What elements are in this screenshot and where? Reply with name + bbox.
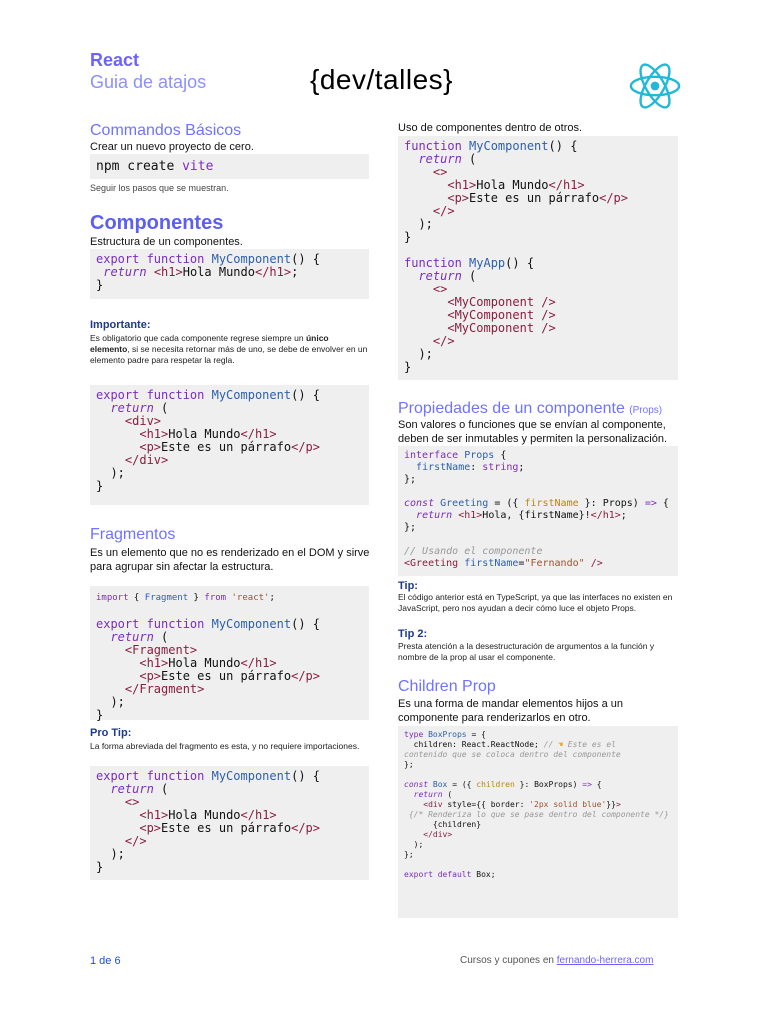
code-fragment: import { Fragment } from 'react'; export function MyComponent() { return ( <Fragment> <h1>Hola Mundo</h1> <p>Este es un párrafo</p> </Fragment> ); } (90, 586, 369, 720)
code-props: interface Props { firstName: string; }; const Greeting = ({ firstName }: Props) => { return <h1>Hola, {firstName}!</h1>; }; // Usando el componente <Greeting firstName="Fernando" /> (398, 446, 678, 576)
props-tag: (Props) (629, 405, 663, 416)
doc-subtitle: Guia de atajos (90, 72, 207, 92)
code-fragment-short: export function MyComponent() { return ( <> <h1>Hola Mundo</h1> <p>Este es un párrafo</p> </> ); } (90, 766, 369, 880)
tip2-text: Presta atención a la desestructuración de argumentos a la función y nombre de la prop al usar el componente. (398, 641, 655, 662)
code-component-basic: export function MyComponent() { return <h1>Hola Mundo</h1>; } (90, 249, 369, 299)
brand-logo: {dev/talles} (310, 64, 453, 95)
npm-code-block (90, 154, 369, 179)
page-number: 1 de 6 (90, 955, 121, 967)
website-link[interactable]: fernando-herrera.com (556, 955, 654, 966)
protip-text: La forma abreviada del fragmento es esta, y no requiere importaciones. (90, 741, 360, 751)
importante-label: Importante: (90, 319, 151, 331)
crear-text: Crear un nuevo proyecto de cero. (90, 141, 254, 153)
children-desc: Es una forma de mandar elementos hijos a un componente para renderizarlos en otro. (398, 698, 624, 724)
tip-text: El código anterior está en TypeScript, ya que las interfaces no existen en JavaScript, pero nos ayudan a decir cómo luce el objeto Props. (398, 592, 673, 613)
seguir-text: Seguir los pasos que se muestran. (90, 183, 229, 193)
code-component-div: export function MyComponent() { return ( <div> <h1>Hola Mundo</h1> <p>Este es un párrafo</p> </div> ); } (90, 385, 369, 505)
protip-label: Pro Tip: (90, 727, 132, 739)
props-desc: Son valores o funciones que se envían al componente, deben de ser inmutables y permiten la personalización. (398, 419, 668, 445)
npm-arg: vite (182, 159, 214, 174)
section-fragmentos: Fragmentos (90, 526, 176, 543)
doc-title: React (90, 50, 140, 70)
npm-cmd: npm create (96, 159, 175, 174)
tip2-label: Tip 2: (398, 628, 428, 640)
estructura-text: Estructura de un componentes. (90, 236, 243, 248)
section-props: Propiedades de un componente (Props) (398, 400, 663, 417)
code-nested-components: function MyComponent() { return ( <> <h1>Hola Mundo</h1> <p>Este es un párrafo</p> </> ); } function MyApp() { return ( <> <MyComponent /> <MyComponent /> <MyComponent /> </> ); } (398, 136, 678, 380)
fragmentos-desc: Es un elemento que no es renderizado en el DOM y sirve para agrupar sin afectar la estructura. (90, 547, 370, 573)
importante-text: Es obligatorio que cada componente regrese siempre un único elemento, si se necesita retornar más de uno, se debe de envolver en un elemento padre para respetar la regla. (90, 333, 368, 365)
uso-text: Uso de componentes dentro de otros. (398, 122, 583, 134)
footer-credits: Cursos y cupones en fernando-herrera.com (460, 955, 654, 966)
section-basicos: Commandos Básicos (90, 122, 242, 139)
code-children: type BoxProps = { children: React.ReactNode; // ☚ Este es el contenido que se coloca dentro del componente }; const Box = ({ children }: BoxProps) => { return ( <div style={{ border: '2px solid blue'}}> {/* Renderiza lo que se pase dentro del componente */} {children} </div> ); }; export default Box; (398, 726, 678, 918)
tip-label: Tip: (398, 580, 418, 592)
section-componentes: Componentes (90, 212, 224, 234)
section-children: Children Prop (398, 678, 496, 695)
react-atom-icon (628, 62, 682, 110)
hand-pointing-icon: ☚ (558, 740, 563, 749)
